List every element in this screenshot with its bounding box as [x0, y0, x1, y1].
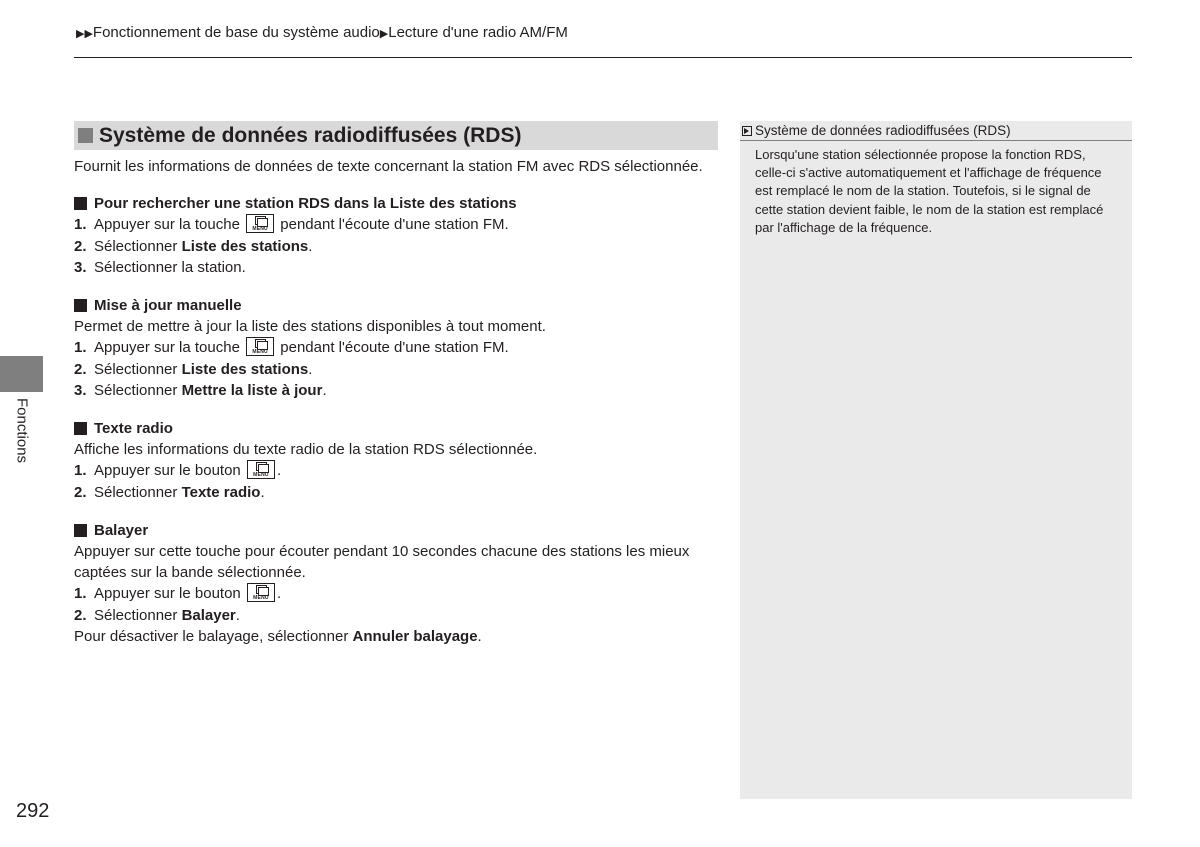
subheading-text: Mise à jour manuelle: [94, 297, 242, 315]
step-text: Appuyer sur la touche: [94, 216, 240, 234]
step-number: 2.: [74, 360, 87, 378]
block-description: Affiche les informations du texte radio de la station RDS sélectionnée.: [74, 441, 538, 459]
step: [74, 605, 724, 626]
block-description: Permet de mettre à jour la liste des stations disponibles à tout moment.: [74, 318, 546, 336]
step-number: 1.: [74, 585, 87, 603]
step-number: 1.: [74, 216, 87, 234]
chapter-tab-label: Fonctions: [13, 398, 31, 464]
sidebar-note: [740, 121, 1132, 799]
step-number: 1.: [74, 339, 87, 357]
step-bold-text: Mettre la liste à jour: [181, 381, 323, 399]
block-description: Appuyer sur cette touche pour écouter pendant 10 secondes chacune des stations les mieux: [74, 543, 690, 561]
subheading: [74, 520, 724, 541]
step-number: 3.: [74, 258, 87, 276]
menu-icon-caption: MENU: [252, 226, 268, 233]
subheading: [74, 193, 724, 214]
step: [74, 257, 724, 278]
subheading-square-icon: [74, 524, 87, 537]
step-number: 1.: [74, 462, 87, 480]
step-number: 2.: [74, 237, 87, 255]
block-radio-text: [74, 418, 724, 503]
step-text: pendant l'écoute d'une station FM.: [280, 339, 509, 357]
block-scan: [74, 520, 724, 647]
sidebar-body: [740, 141, 1132, 237]
step-text: Sélectionner: [94, 360, 182, 378]
main-content: [74, 156, 724, 664]
sidebar-line: est remplacé le nom de la station. Toutefois, si le signal de: [755, 183, 1091, 199]
step-text: .: [235, 606, 240, 624]
menu-button-icon: [246, 337, 274, 356]
section-intro: Fournit les informations de données de texte concernant la station FM avec RDS sélectionnée.: [74, 158, 703, 175]
subheading-text: Balayer: [94, 521, 149, 539]
cancel-instruction: [74, 626, 724, 647]
step: [74, 236, 724, 257]
step-number: 2.: [74, 606, 87, 624]
breadcrumb-separator-icon: ▶: [379, 28, 389, 40]
menu-button-icon: [247, 583, 275, 602]
menu-button-icon: [247, 460, 275, 479]
menu-icon-caption: MENU: [253, 595, 269, 602]
step: [74, 337, 724, 358]
subheading-text: Texte radio: [94, 420, 173, 438]
step-text: Appuyer sur le bouton: [94, 462, 241, 480]
subheading: [74, 418, 724, 439]
breadcrumb: [76, 24, 568, 41]
menu-icon-caption: MENU: [253, 472, 269, 479]
step-bold-text: Liste des stations: [181, 360, 309, 378]
section-title: Système de données radiodiffusées (RDS): [99, 123, 522, 147]
breadcrumb-arrows-icon: ▶▶: [76, 28, 93, 40]
chapter-tab: [0, 356, 43, 392]
subheading: [74, 295, 724, 316]
sidebar-line: Lorsqu'une station sélectionnée propose la fonction RDS,: [755, 147, 1086, 162]
subheading-text: Pour rechercher une station RDS dans la Liste des stations: [94, 195, 517, 213]
step-text: .: [308, 237, 313, 255]
reference-arrow-icon: [742, 126, 752, 136]
header-divider: [74, 57, 1132, 58]
menu-button-icon: [246, 214, 274, 233]
step-text: pendant l'écoute d'une station FM.: [280, 216, 509, 234]
sidebar-title: Système de données radiodiffusées (RDS): [755, 123, 1011, 138]
menu-icon-caption: MENU: [252, 349, 268, 356]
block-manual-update: [74, 295, 724, 401]
step-text: .: [308, 360, 313, 378]
step-text: Sélectionner: [94, 381, 182, 399]
block-search-station: [74, 193, 724, 278]
subheading-square-icon: [74, 197, 87, 210]
instruction-text: .: [477, 627, 482, 645]
sidebar-line: celle-ci s'active automatiquement et l'affichage de fréquence: [755, 165, 1102, 181]
instruction-bold-text: Annuler balayage: [352, 627, 478, 645]
step: [74, 583, 724, 604]
step-text: .: [260, 483, 265, 501]
step-number: 3.: [74, 381, 87, 399]
step-bold-text: Liste des stations: [181, 237, 309, 255]
breadcrumb-part-2: Lecture d'une radio AM/FM: [388, 24, 568, 41]
subheading-square-icon: [74, 422, 87, 435]
sidebar-header: [740, 121, 1132, 141]
block-description: captées sur la bande sélectionnée.: [74, 564, 306, 582]
step-text: Appuyer sur le bouton: [94, 585, 241, 603]
step: [74, 482, 724, 503]
step-text: Appuyer sur la touche: [94, 339, 240, 357]
sidebar-line: par l'affichage de la fréquence.: [755, 219, 933, 235]
step: [74, 214, 724, 235]
step-bold-text: Balayer: [181, 606, 236, 624]
step-number: 2.: [74, 483, 87, 501]
step-text: Sélectionner: [94, 606, 182, 624]
section-marker-icon: [78, 128, 93, 143]
step: [74, 460, 724, 481]
step-text: .: [276, 585, 282, 603]
step-text: Sélectionner la station.: [94, 258, 246, 276]
subheading-square-icon: [74, 299, 87, 312]
step-text: Sélectionner: [94, 237, 182, 255]
step: [74, 359, 724, 380]
step-text: .: [276, 462, 282, 480]
section-header: [74, 121, 718, 150]
instruction-text: Pour désactiver le balayage, sélectionner: [74, 627, 353, 645]
breadcrumb-part-1: Fonctionnement de base du système audio: [92, 24, 380, 41]
step-text: .: [322, 381, 327, 399]
sidebar-line: cette station devient faible, le nom de la station est remplacé: [755, 201, 1104, 217]
page-number: 292: [16, 800, 50, 822]
step-text: Sélectionner: [94, 483, 182, 501]
step-bold-text: Texte radio: [181, 483, 261, 501]
step: [74, 380, 724, 401]
